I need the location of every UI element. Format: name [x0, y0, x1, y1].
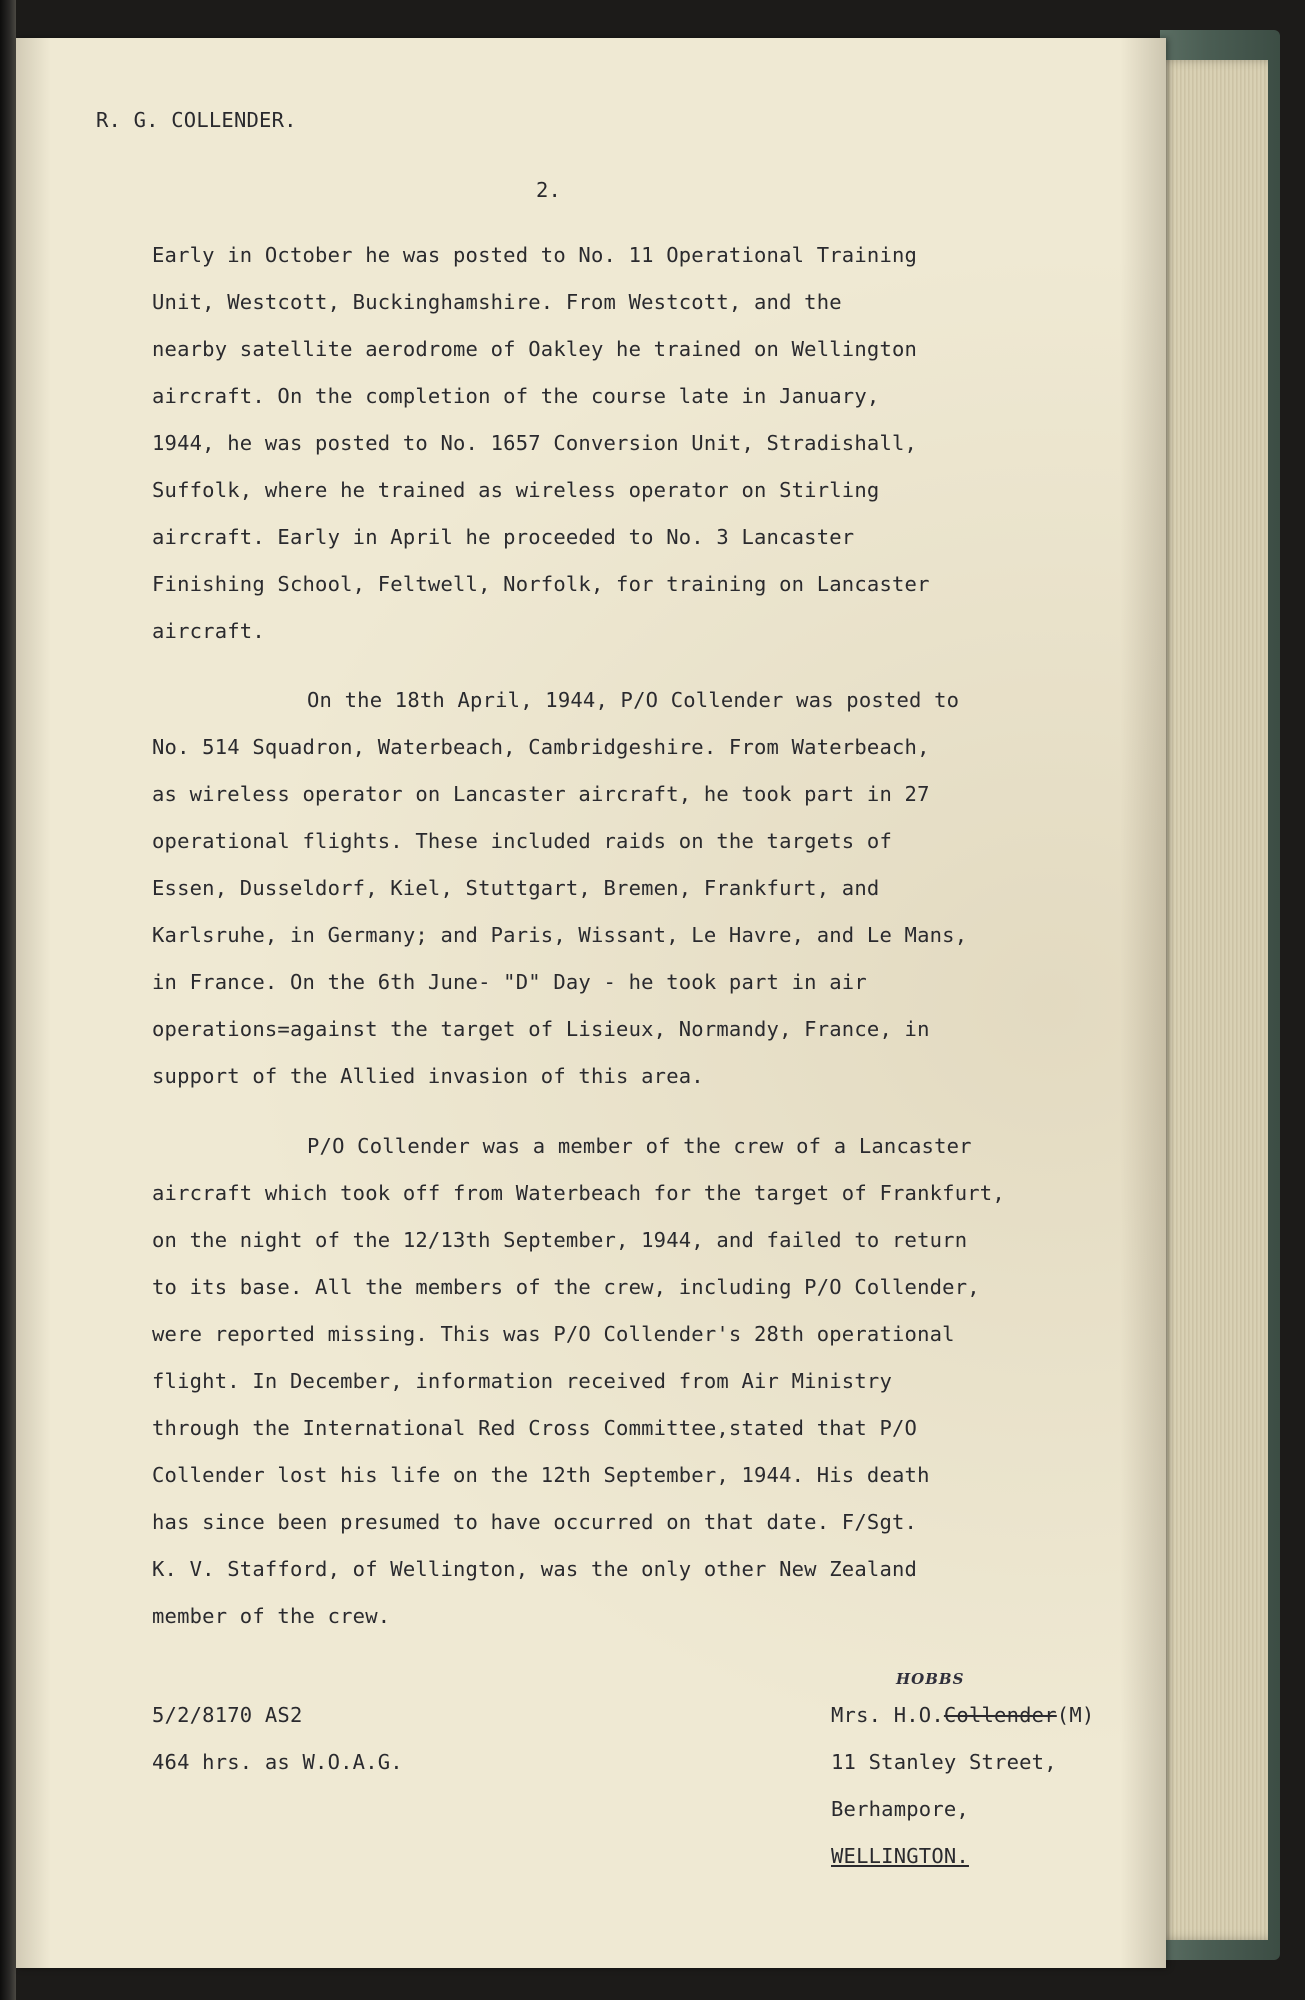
- paragraph-3-line-11: member of the crew.: [152, 1604, 391, 1628]
- paragraph-3-line-2: aircraft which took off from Waterbeach for the target of Frankfurt,: [152, 1181, 1005, 1205]
- paragraph-1-line-5: 1944, he was posted to No. 1657 Conversion Unit, Stradishall,: [152, 431, 918, 455]
- paragraph-1-line-3: nearby satellite aerodrome of Oakley he trained on Wellington: [152, 337, 918, 361]
- page-number: 2.: [536, 178, 562, 202]
- paragraph-3-line-6: flight. In December, information received from Air Ministry: [152, 1369, 892, 1393]
- paragraph-2-line-9: support of the Allied invasion of this area.: [152, 1064, 704, 1088]
- address-prefix: Mrs. H.O.: [831, 1703, 944, 1727]
- paragraph-2-line-1: On the 18th April, 1944, P/O Collender was posted to: [307, 688, 960, 712]
- paragraph-2-line-6: Karlsruhe, in Germany; and Paris, Wissant, Le Havre, and Le Mans,: [152, 923, 968, 947]
- address-street: 11 Stanley Street,: [831, 1750, 1057, 1774]
- scanner-left-edge: [0, 0, 16, 2000]
- paragraph-3-line-8: Collender lost his life on the 12th September, 1944. His death: [152, 1463, 930, 1487]
- paragraph-1-line-1: Early in October he was posted to No. 11 Operational Training: [152, 243, 918, 267]
- paragraph-3-line-10: K. V. Stafford, of Wellington, was the only other New Zealand: [152, 1557, 918, 1581]
- paragraph-2-line-3: as wireless operator on Lancaster aircraft, he took part in 27: [152, 782, 930, 806]
- paragraph-2-line-4: operational flights. These included raids on the targets of: [152, 829, 892, 853]
- handwritten-correction: HOBBS: [896, 1670, 965, 1688]
- paragraph-2-line-7: in France. On the 6th June- "D" Day - he took part in air: [152, 970, 867, 994]
- paragraph-1-line-8: Finishing School, Feltwell, Norfolk, for training on Lancaster: [152, 572, 930, 596]
- paragraph-3-line-5: were reported missing. This was P/O Collender's 28th operational: [152, 1322, 955, 1346]
- paragraph-3-line-1: P/O Collender was a member of the crew of a Lancaster: [307, 1134, 972, 1158]
- memo-hours: 464 hrs. as W.O.A.G.: [152, 1750, 403, 1774]
- memo-reference: 5/2/8170 AS2: [152, 1703, 303, 1727]
- paragraph-1-line-9: aircraft.: [152, 619, 265, 643]
- paragraph-1-line-4: aircraft. On the completion of the course late in January,: [152, 384, 880, 408]
- address-name-line: [831, 1703, 1094, 1727]
- address-struck-name: Collender: [943, 1703, 1057, 1727]
- page-stack-edge: [1158, 60, 1268, 1940]
- document-page: [16, 38, 1166, 1968]
- paragraph-2-line-8: operations=against the target of Lisieux, Normandy, France, in: [152, 1017, 930, 1041]
- paragraph-1-line-6: Suffolk, where he trained as wireless operator on Stirling: [152, 478, 880, 502]
- paragraph-3-line-9: has since been presumed to have occurred on that date. F/Sgt.: [152, 1510, 918, 1534]
- paragraph-1-line-7: aircraft. Early in April he proceeded to No. 3 Lancaster: [152, 525, 855, 549]
- paragraph-3-line-3: on the night of the 12/13th September, 1944, and failed to return: [152, 1228, 968, 1252]
- address-city: WELLINGTON.: [831, 1844, 969, 1868]
- address-suburb: Berhampore,: [831, 1797, 969, 1821]
- paragraph-1-line-2: Unit, Westcott, Buckinghamshire. From Westcott, and the: [152, 290, 842, 314]
- header-name: R. G. COLLENDER.: [96, 108, 297, 132]
- paragraph-3-line-7: through the International Red Cross Committee,stated that P/O: [152, 1416, 918, 1440]
- paragraph-2-line-2: No. 514 Squadron, Waterbeach, Cambridgeshire. From Waterbeach,: [152, 735, 930, 759]
- paragraph-3-line-4: to its base. All the members of the crew, including P/O Collender,: [152, 1275, 980, 1299]
- paragraph-2-line-5: Essen, Dusseldorf, Kiel, Stuttgart, Bremen, Frankfurt, and: [152, 876, 880, 900]
- address-suffix: (M): [1056, 1703, 1095, 1727]
